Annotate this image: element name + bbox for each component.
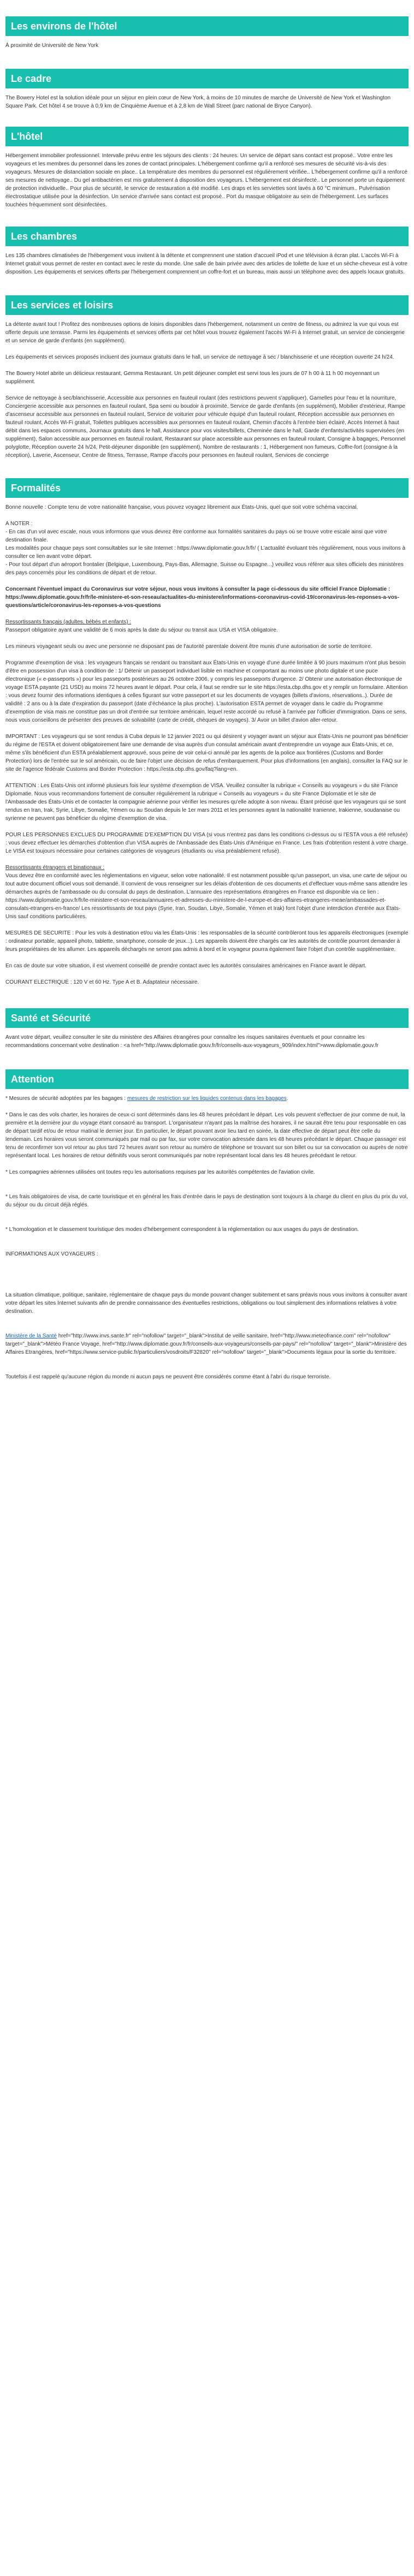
formalites-ressortissants-block [5,618,409,634]
section-chambres [5,246,409,276]
formalites-ressortissants-label: Ressortissants français (adultes, bébés et enfants) : [5,619,132,625]
chambres-text: Les 135 chambres climatisées de l'hébergement vous invitent à la détente et comprennent une station d'accueil iPod et une télévision à écran plat. L'accès Wi-Fi à Internet gratuit vous permet de rester en contact avec le reste du monde. Une salle de bain privée avec des articles de toilette de luxe et un sèche-cheveux est à votre disposition. Les équipements et services offerts par l'hébergement comprennent un coffre-fort et un bureau, mais aussi un téléphone avec des appels locaux gratuits. [5,253,407,275]
attention-paragraph-5: * L'homologation et le classement touristique des modes d'hébergement correspondent à la réglementation ou aux usages du pays de destination. [5,1227,359,1233]
liquids-restriction-link[interactable]: mesures de restriction sur les liquides contenus dans les bagages [127,1096,287,1102]
formalites-covid: Concernant l'éventuel impact du Coronavirus sur votre séjour, nous vous invitons à consulter la page ci-dessous du site officiel France Diplomatie : https://www.diplomatie.gouv.fr/fr/le-ministere-et-son-reseau/actualites-du-ministere/informations-coronavirus-covid-19/coronavirus-les-reponses-a-vos-questions/article/coronavirus-les-reponses-a-vos-questions [5,586,399,609]
attention-paragraph-2: * Dans le cas des vols charter, les horaires de ceux-ci sont déterminés dans les 48 heures précédant le départ. Les vols peuvent s'effectuer de jour comme de nuit, la première et la dernière jour du voyage étant consacré au transport. L'organisateur n'ayant pas la maîtrise des horaires, il ne saurait être tenu pour responsable en cas de départ tardif et/ou de retour matinal le dernier jour. En particulier, le départ pouvant avoir lieu tard en soirée, la date effective de départ peut être celle du lendemain. Les horaires vous seront communiqués par mail ou par fax, sur votre convocation adressée dans les 48 heures précédant le départ. Chaque passager est tenu de reconfirmer son vol retour au plus tard 72 heures avant son retour au numéro de téléphone se trouvant sur son billet ou sur sa convocation ou auprès de notre représentant local. Les horaires de retour définitifs vous seront communiqués par notre représentant local dans les 48 heures précédant le retour. [5,1112,408,1159]
section-environs [5,36,409,50]
attention-p1-pre: * Mesures de sécurité adoptées par les bagages : [5,1096,126,1102]
formalites-etrangers-label: Ressortissants étrangers et binationaux : [5,865,105,871]
section-attention [5,1089,409,1381]
attention-p8-text: href="http://www.invs.sante.fr" rel="nofollow" target="_blank">Institut de veille sanitaire, href="http://www.meteofrance.com" rel="nofollow" target="_blank">Météo France Voyage, href="http://www.diplomatie.gouv.fr/fr/conseils-aux-voyageurs/conseils-par-pays/" rel="nofollow" target="_blank">Ministère des Affaires Etrangères, href="https://www.service-public.fr/particuliers/vosdroits/F32820" rel="nofollow" target="_blank">Documents légaux pour la sortie du territoire. [5,1333,407,1355]
section-title-services: Les services et loisirs [5,295,409,315]
section-sante [5,1028,409,1050]
section-title-sante: Santé et Sécurité [5,1008,409,1028]
formalites-personnes-exclues: POUR LES PERSONNES EXCLUES DU PROGRAMME D'EXEMPTION DU VISA (si vous n'entrez pas dans les conditions ci-dessus ou si l'ESTA vous a été refusée) : vous devez effectuer les démarches d'obtention d'un VISA auprès de l'Ambassade des États-Unis d'Amérique en France. Les frais d'obtention restent à votre charge. Le VISA est toujours nécessaire pour certaines catégories de voyageurs (étudiants ou visa préalablement refusé). [5,832,408,854]
services-paragraph-4: Service de nettoyage à sec/blanchisserie, Accessible aux personnes en fauteuil roulant (des restrictions peuvent s'appliquer), Gamelles pour l'eau et la nourriture, Conciergerie accessible aux personnes en fauteuil roulant, Spa semi ou boudoir à proximité, Service de garde d'enfants (en supplément), Mobilier d'extérieur, Rampe d'ascenseur accessible aux personnes en fauteuil roulant, Service de voiturier pour véhicule équipé d'un fauteuil roulant, Réception accessible aux personnes en fauteuil roulant, Accès Wi-Fi gratuit, Toilettes publiques accessibles aux personnes en fauteuil roulant, Chemin d'accès à l'entrée bien éclairé, Accès Internet à haut débit dans les espaces communs, Journaux gratuits dans le hall, Assistance pour vos visites/billets, Cheminée dans le hall, Garde d'enfants/activités supervisées (en supplément), Salon accessible aux personnes en fauteuil roulant, Restaurant sur place accessible aux personnes en fauteuil roulant, Consigne à bagages, Personnel polyglotte, Réception ouverte 24 h/24, Petit-déjeuner disponible (en supplément), Nombre de restaurants : 1, Hébergement non fumeurs, Coffre-fort (consigne à la réception), Laverie, Ascenseur, Centre de fitness, Terrasse, Rampe d'accès pour personnes en fauteuil roulant, Services de concierge [5,395,406,459]
section-title-attention: Attention [5,1069,409,1089]
attention-paragraph-6: INFORMATIONS AUX VOYAGEURS : [5,1251,98,1257]
formalites-mesures-2: En cas de doute sur votre situation, il est vivement conseillé de prendre contact avec les autorités consulaires américaines en France avant le départ. [5,963,366,969]
section-title-cadre: Le cadre [5,69,409,88]
services-paragraph-3: The Bowery Hotel abrite un délicieux restaurant, Gemma Restaurant. Un petit déjeuner complet est servi tous les jours de 07 h 00 à 11 h 00 moyennant un supplément. [5,371,380,385]
section-title-chambres: Les chambres [5,227,409,246]
formalites-etrangers-text: Vous devez être en conformité avec les réglementations en vigueur, selon votre nationalité. Il est notamment possible qu'un passeport, un visa, une carte de séjour ou tout autre document officiel vous soit demandé. Il convient de vous renseigner sur les délais d'obtention de ces documents et d'effectuer vous-même sans attendre les démarches auprès de l'ambassade ou du consulat du pays de destination. L'annuaire des représentations étrangères en France est disponible via ce lien : https://www.diplomatie.gouv.fr/fr/le-ministere-et-son-reseau/annuaires-et-adresses-du-ministere-de-l-europe-et-des-affaires-etrangeres-meae/ambassades-et-consulats-etrangers-en-france/ Les ressortissants de tout pays (Syrie, Iran, Soudan, Libye, Somalie, Yémen et Irak) font l'objet d'une interdiction d'entrée aux États-Unis sauf conditions particulières. [5,873,407,920]
formalites-etrangers-block [5,864,409,921]
section-cadre [5,88,409,110]
formalites-note-2: Les modalités pour chaque pays sont consultables sur le site Internet : https://www.diplomatie.gouv.fr/fr/ ( L'actualité évoluant très régulièrement, nous vous invitons à consulter ce lien avant votre départ. [5,545,406,560]
attention-paragraph-8 [5,1332,409,1357]
attention-paragraph-7: La situation climatique, politique, sanitaire, réglementaire de chaque pays du monde pouvant changer subitement et sans préavis nous vous invitons à consulter avant votre départ les sites Internet suivants afin de prendre connaissance des éventuelles restrictions, obligations ou tout simplement des informations relatives à votre destination. [5,1292,407,1314]
environs-text: À proximité de Université de New York [5,43,99,49]
page [0,16,414,1381]
attention-paragraph-3: * Les compagnies aériennes utilisées ont toutes reçu les autorisations requises par les autorités compétentes de l'aviation civile. [5,1169,315,1175]
formalites-courant: COURANT ELECTRIQUE : 120 V et 60 Hz. Type A et B. Adaptateur nécessaire. [5,979,199,985]
formalites-attention: ATTENTION : Les États-Unis ont informé plusieurs fois leur système d'exemption de VISA. Veuillez consulter la rubrique « Conseils au voyageurs » du site France Diplomatie. Nous vous recommandons fortement de consulter régulièrement la rubrique « Conseils au voyageurs » du site France Diplomatie et le site de l'Ambassade des États-Unis et de contacter la compagnie aérienne pour vérifier les mesures qu'elle adopte à son niveau. Étant précisé que les voyageurs qui se sont rendus en Iran, Irak, Syrie, Libye, Somalie, Yémen ou au Soudan depuis le 1er mars 2011 et les personnes ayant la nationalité Iranienne, Irakienne, soudanaise ou syrienne ne peuvent pas bénéficier du régime d'exemption de visa. [5,783,406,822]
attention-paragraph-4: * Les frais obligatoires de visa, de carte touristique et en général les frais d'entrée dans le pays de destination sont toujours à la charge du client en plus du prix du vol, du séjour ou du circuit déjà réglés. [5,1194,408,1208]
formalites-mineurs: Les mineurs voyageant seuls ou avec une personne ne disposant pas de l'autorité parentale doivent être munis d'une autorisation de sortie de territoire. [5,644,372,650]
section-title-environs: Les environs de l'hôtel [5,16,409,36]
attention-paragraph-1 [5,1094,409,1103]
formalites-ressortissants-text: Passeport obligatoire ayant une validité de 6 mois après la date du séjour ou transit aux USA et VISA obligatoire. [5,627,278,633]
section-title-formalites: Formalités [5,478,409,498]
attention-paragraph-9: Toutefois il est rappelé qu'aucune région du monde ni aucun pays ne peuvent être considérés comme étant à l'abri du risque terroriste. [5,1374,331,1380]
formalites-intro: Bonne nouvelle : Compte tenu de votre nationalité française, vous pouvez voyagez librement aux États-Unis, quel que soit votre schéma vaccinal. [5,504,358,510]
formalites-note-label: A NOTER : [5,521,33,527]
formalites-programme: Programme d'exemption de visa : les voyageurs français se rendant ou transitant aux États-Unis en voyage d'une durée limitée à 90 jours maximum n'ont plus besoin d'être en possession d'un visa à condition de : 1/ Détenir un passeport individuel lisible en machine et comportant au moins une photo digitale et une puce électronique (« e-passeports ») pour les passeports postérieurs au 26 octobre 2006, y compris les passeports d'urgence. 2/ Obtenir une autorisation électronique de voyage ESTA payante (21 USD) au moins 72 heures avant le départ. Pour cela, il faut se rendre sur le site https://esta.cbp.dhs.gov et y remplir un formulaire. Attention : vous devez fournir des informations identiques à celles figurant sur votre passeport et sur les documents de voyages (billets d'avions, réservations..). Durée de validité : 2 ans ou à la date d'expiration du passeport (date d'échéance la plus proche). L'autorisation ESTA permet de voyager dans le cadre du Programme d'exemption de visa mais ne constitue pas un droit d'entrée sur territoire américain, lequel reste accordé ou refusé à l'arrivée par l'officier d'immigration. Dans ce sens, nous vous conseillons de présenter des preuves de solvabilité (carte de crédit, chèques de voyages). 3/ Avoir un billet d'avion aller-retour. [5,660,408,723]
attention-p1-post: . [286,1096,288,1102]
formalites-note-1: - En cas d'un vol avec escale, nous vous informons que vous devrez être conforme aux formalités sanitaires du pays où se trouve votre escale ainsi que votre destination finale. [5,529,387,543]
ministere-sante-link[interactable]: Ministère de la Santé [5,1333,57,1339]
cadre-text: The Bowery Hotel est la solution idéale pour un séjour en plein cœur de New York, à moins de 10 minutes de marche de Université de New York et Washington Square Park. Cet hôtel 4 se trouve à 0,9 km de Cinquième Avenue et à 2,8 km de Wall Street (parc national de Bryce Canyon). [5,95,391,109]
services-paragraph-2: Les équipements et services proposés incluent des journaux gratuits dans le hall, un service de nettoyage à sec / blanchisserie et une réception ouverte 24 h/24. [5,354,394,360]
formalites-important: IMPORTANT : Les voyageurs qui se sont rendus à Cuba depuis le 12 janvier 2021 ou qui désirent y voyager avant un séjour aux États-Unis ne pourront pas bénéficier du régime de l'ESTA et doivent obligatoirement faire une demande de visa auprès d'un consulat américain avant d'entreprendre un voyage aux États-Unis, et ce, même s'ils bénéficient d'un ESTA préalablement approuvé, sous peine de voir celui-ci annulé par les agents de la police aux frontières (Customs and Border Protection) lors de l'entrée sur le sol américain, ou de faire l'objet une décision de refus d'embarquement. Pour plus d'informations (en anglais), consulter la FAQ sur le site de l'agence fédérale Customs and Border Protection : https://esta.cbp.dhs.gov/faq?lang=en. [5,734,409,772]
formalites-note-3: - Pour tout départ d'un aéroport frontalier (Belgique, Luxembourg, Pays-Bas, Allemagne, Suisse ou Espagne...) veuillez vous référer aux sites officiels des ministères des pays concernés pour les conditions de départ et de retour. [5,562,404,576]
section-formalites [5,498,409,986]
hotel-text: Hébergement immobilier professionnel. Intervalle prévu entre les séjours des clients : 24 heures. Un service de départ sans contact est proposé.. Votre entre les voyageurs et les membres du personnel dans les zones de contact principales. L'hébergement confirme qu'il a renforcé ses mesures de sécurité vis-à-vis des voyageurs. Mesures de distanciation sociale en place.. La température des membres du personnel est régulièrement vérifiée.. L'hébergement confirme qu'il a renforcé ses mesures de nettoyage.. Du gel antibactérien est mis gratuitement à disposition des voyageurs. L'hébergement est désinfecté.. Le personnel porte un équipement de protection individuelle.. Pour plus de sécurité, le service de restauration a été modifié. Les draps et les serviettes sont lavés à 60 °C minimum.. Pulvérisation électrostatique utilisée pour la désinfection. Un service d'arrivée sans contact est proposé.. Port du masque obligatoire au sein de l'hébergement. Les surfaces touchées fréquemment sont désinfectées. [5,153,407,208]
section-hotel [5,146,409,209]
services-paragraph-1: La détente avant tout ! Profitez des nombreuses options de loisirs disponibles dans l'hébergement, notamment un centre de fitness, ou admirez la vue qui vous est offerte depuis une terrasse. Parmi les équipements et services offerts par cet hôtel vous trouvez également l'accès Wi-Fi à Internet gratuit, un service de conciergerie et un service de garde d'enfants (en supplément). [5,322,405,344]
sante-text-main: Avant votre départ, veuillez consulter le site du ministère des Affaires étrangères pour connaître les risques sanitaires éventuels et pour connaitre les recommandations concernant votre destination : [5,1034,365,1049]
sante-text [5,1033,409,1050]
section-services [5,315,409,460]
section-title-hotel: L'hôtel [5,127,409,146]
sante-text-link: <a href="http://www.diplomatie.gouv.fr/fr/conseils-aux-voyageurs_909/index.html">www.diplomatie.gouv.fr [123,1043,378,1049]
formalites-mesures: MESURES DE SECURITE : Pour les vols à destination et/ou via les États-Unis : les responsables de la sécurité contrôleront tous les appareils électroniques (exemple : ordinateur portable, appareil photo, tablette, smartphone, console de jeux...). Les appareils doivent être chargés car les autorités de contrôle pourront demander à leurs propriétaires de les allumer. Les appareils déchargés ne seront pas admis à bord et le voyageur pourra également faire l'objet d'un contrôle supplémentaire. [5,930,409,953]
formalites-note-block [5,520,409,577]
